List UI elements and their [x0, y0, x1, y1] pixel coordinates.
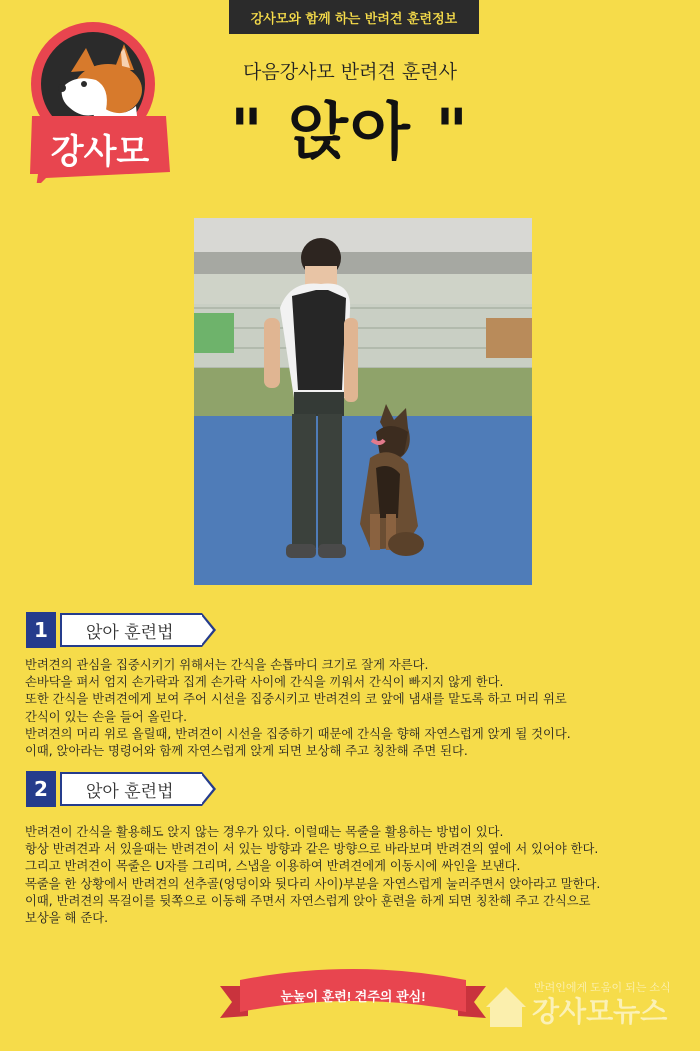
section-1-line: 반려견의 머리 위로 올릴때, 반려견이 시선을 집중하기 때문에 간식을 향해 자연스럽게 앉게 될 것이다. [25, 726, 571, 741]
section-2-line: 반려견이 간식을 활용해도 앉지 않는 경우가 있다. 이럴때는 목줄을 활용하는 방법이 있다. [25, 825, 504, 839]
section-1-number: 1 [26, 612, 56, 648]
training-photo [194, 218, 532, 585]
section-1-line: 간식이 있는 손을 들어 올린다. [25, 709, 188, 724]
section-2-line: 보상을 해 준다. [25, 911, 108, 926]
news-watermark [482, 977, 682, 1035]
section-1-title-tab [60, 613, 202, 647]
section-2-line: 목줄을 한 상황에서 반려견의 선추골(엉덩이와 뒷다리 사이)부분을 자연스럽게 눌러주면서 앉아라고 말한다. [25, 876, 601, 891]
section-1-line: 또한 간식을 반려견에게 보여 주어 시선을 집중시키고 반려견의 코 앞에 냄새를 맡도록 하고 머리 위로 [25, 692, 567, 707]
section-1-line: 손바닥을 펴서 엄지 손가락과 집게 손가락 사이에 간식을 끼워서 간식이 빠지지 않게 한다. [25, 675, 504, 690]
watermark-brand: 강사모뉴스 [532, 996, 668, 1027]
section-1-line: 반려견의 관심을 집중시키기 위해서는 간식을 손톱마디 크기로 잘게 자른다. [25, 658, 429, 672]
top-banner [229, 0, 479, 34]
section-2-title: 앉아 훈련법 [86, 781, 174, 802]
section-2-title-tab [60, 772, 202, 806]
section-2-line: 그리고 반려견이 목줄은 U자를 그리며, 스냅을 이용하여 반려견에게 이동시에 싸인을 보낸다. [25, 859, 521, 874]
section-1-title: 앉아 훈련법 [86, 622, 174, 643]
house-icon [486, 987, 526, 1027]
section-2-header [26, 771, 202, 807]
section-2-line: 항상 반려견과 서 있을때는 반려견이 서 있는 방향과 같은 방향으로 바라보며 반려견의 옆에 서 있어야 한다. [25, 842, 599, 857]
watermark-tagline: 반려인에게 도움이 되는 소식 [534, 982, 671, 994]
ribbon-text: 눈높이 훈련! 견주의 관심! [280, 989, 426, 1004]
section-1-header [26, 612, 202, 648]
logo-text: 강사모 [50, 133, 150, 171]
top-banner-text: 강사모와 함께 하는 반려견 훈련정보 [250, 11, 458, 27]
section-2-body [25, 824, 675, 927]
section-1-body [25, 657, 675, 760]
bottom-ribbon [218, 962, 488, 1026]
section-2-line: 이때, 반려견의 목걸이를 뒷쪽으로 이동해 주면서 자연스럽게 앉아 훈련을 하게 되면 칭찬해 주고 간식으로 [25, 893, 591, 908]
section-2-number: 2 [26, 771, 56, 807]
page-headline: " 앉아 " [230, 95, 470, 168]
section-1-line: 이때, 앉아라는 명령어와 함께 자연스럽게 앉게 되면 보상해 주고 칭찬해 주면 된다. [25, 744, 468, 759]
page-subtitle: 다음강사모 반려견 훈련사 [243, 61, 457, 83]
